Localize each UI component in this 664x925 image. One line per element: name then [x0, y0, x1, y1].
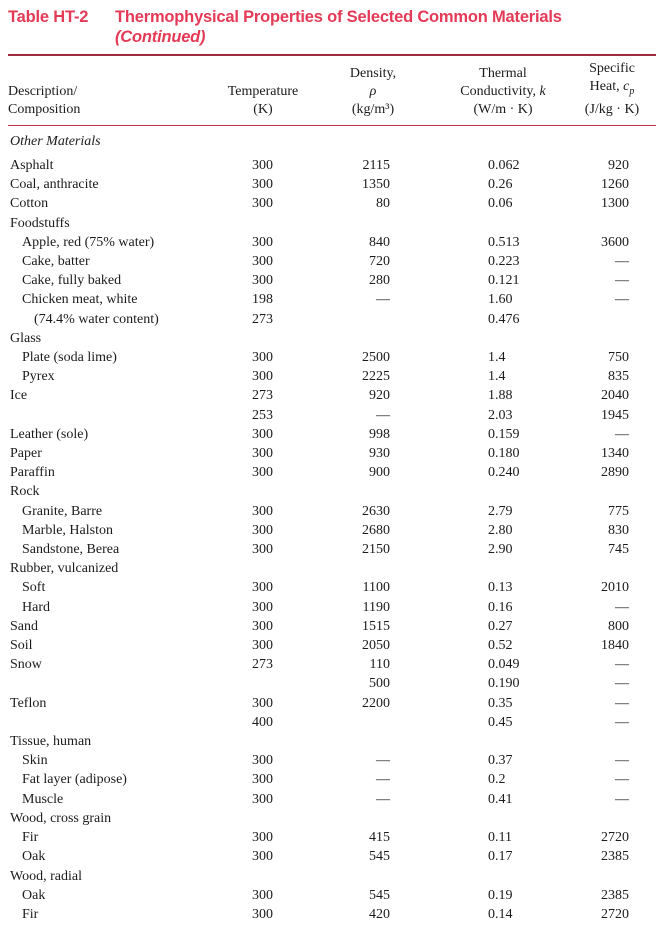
cell-temp: 300	[252, 753, 273, 769]
cell-cp: —	[615, 254, 629, 269]
cell-desc	[8, 713, 218, 732]
header-thermal-conductivity: Thermal Conductivity, k (W/m · K)	[438, 56, 568, 125]
cell-rho: —	[376, 791, 390, 807]
cell-k: 0.240	[488, 465, 520, 481]
cell-k: 1.4	[488, 369, 506, 385]
cell-rho: —	[376, 753, 390, 769]
cell-cp: —	[615, 772, 629, 788]
group-row	[8, 482, 656, 501]
table-row	[8, 310, 656, 329]
cell-k: 0.062	[488, 157, 520, 173]
cell-rho: 2630	[362, 503, 390, 519]
table-row	[8, 444, 656, 463]
cell-temp: 300	[252, 772, 273, 788]
cell-cp: 2010	[601, 580, 629, 596]
cell-rho: 1515	[362, 618, 390, 634]
cell-desc	[8, 674, 218, 693]
cell-desc: Granite, Barre	[22, 503, 103, 519]
table-row	[8, 290, 656, 309]
cell-rho: 840	[369, 234, 390, 250]
cell-k: 0.27	[488, 618, 513, 634]
cell-rho: 2115	[362, 157, 390, 173]
cell-k: 0.2	[488, 772, 506, 788]
cell-desc: Soil	[10, 638, 33, 654]
table-row	[8, 156, 656, 175]
cell-rho: 720	[369, 254, 390, 269]
cell-desc: Fat layer (adipose)	[22, 772, 127, 788]
rho-symbol: ρ	[369, 83, 377, 99]
cell-k: 1.4	[488, 350, 506, 366]
table-row	[8, 886, 656, 905]
cell-desc: Apple, red (75% water)	[22, 234, 155, 250]
cell-rho: 2680	[362, 522, 390, 538]
cell-cp: 835	[608, 369, 629, 385]
cell-desc	[8, 406, 218, 425]
cell-cp: —	[615, 657, 629, 673]
header-specific-heat: Specific Heat, $c_p$ (J/kg · K)	[568, 56, 656, 125]
cell-k: 1.88	[488, 388, 513, 404]
cell-desc: Paraffin	[10, 465, 55, 481]
cell-rho: 2150	[362, 542, 390, 558]
cell-desc: Hard	[22, 599, 50, 615]
table-row	[8, 578, 656, 597]
group-label: Glass	[10, 330, 42, 346]
cell-k: 0.37	[488, 753, 513, 769]
cell-desc: Pyrex	[22, 369, 55, 385]
table-row	[8, 386, 656, 405]
cell-temp: 273	[252, 388, 273, 404]
cell-temp: 300	[252, 177, 273, 193]
table-row	[8, 367, 656, 386]
cell-cp: 920	[608, 157, 629, 173]
cell-k: 0.121	[488, 273, 520, 289]
cell-rho: 2500	[362, 350, 390, 366]
cell-cp: 830	[608, 522, 629, 538]
table-row	[8, 828, 656, 847]
cell-rho: 1350	[362, 177, 390, 193]
group-label: Tissue, human	[10, 734, 92, 750]
cell-desc: Fir	[22, 830, 39, 846]
table-title	[0, 0, 664, 47]
cell-rho	[308, 713, 438, 732]
cell-desc: Plate (soda lime)	[22, 350, 117, 366]
cell-desc: Paper	[10, 446, 42, 462]
cell-temp: 300	[252, 273, 273, 289]
cell-cp: 2720	[601, 830, 629, 846]
cell-k: 0.19	[488, 887, 513, 903]
cell-cp: 750	[608, 350, 629, 366]
cell-temp: 300	[252, 887, 273, 903]
cell-k: 0.16	[488, 599, 513, 615]
section-row	[8, 125, 656, 156]
cell-k: 0.159	[488, 426, 520, 442]
cell-k: 0.06	[488, 196, 513, 212]
cell-rho: 420	[369, 906, 390, 922]
group-row	[8, 329, 656, 348]
group-row	[8, 732, 656, 751]
table-row	[8, 540, 656, 559]
cell-desc: Marble, Halston	[22, 522, 113, 538]
cell-k: 0.35	[488, 695, 513, 711]
cell-temp	[218, 674, 308, 693]
cell-temp: 300	[252, 157, 273, 173]
table-row	[8, 406, 656, 425]
group-row	[8, 809, 656, 828]
cell-cp: 800	[608, 618, 629, 634]
table-row	[8, 271, 656, 290]
continued-label: (Continued)	[115, 28, 206, 46]
table-number: Table HT-2	[8, 8, 89, 26]
cell-cp: 1340	[601, 446, 629, 462]
cell-desc: Chicken meat, white	[22, 292, 138, 308]
cell-rho: 545	[369, 887, 390, 903]
table-row	[8, 617, 656, 636]
cell-desc: Sandstone, Berea	[22, 542, 120, 558]
cell-k: 0.223	[488, 254, 520, 269]
table-row	[8, 463, 656, 482]
cell-temp: 300	[252, 618, 273, 634]
table-row	[8, 175, 656, 194]
cell-k: 0.049	[488, 657, 520, 673]
table-row	[8, 194, 656, 213]
table-row	[8, 847, 656, 866]
cell-temp: 400	[252, 714, 273, 730]
cell-cp: —	[615, 714, 629, 730]
cell-cp: —	[615, 753, 629, 769]
cell-rho: 500	[369, 676, 390, 692]
cell-rho: 930	[369, 446, 390, 462]
cell-cp: —	[615, 599, 629, 615]
cell-cp: —	[615, 426, 629, 442]
table-body	[8, 125, 656, 924]
group-row	[8, 559, 656, 578]
cell-desc: (74.4% water content)	[34, 311, 159, 327]
table-row	[8, 348, 656, 367]
cell-cp: 1260	[601, 177, 629, 193]
cp-symbol: c	[623, 79, 630, 94]
table-row	[8, 655, 656, 674]
cell-k: 0.180	[488, 446, 520, 462]
cell-desc: Cotton	[10, 196, 49, 212]
cell-cp: 2890	[601, 465, 629, 481]
table-row	[8, 233, 656, 252]
cell-k: 0.17	[488, 849, 513, 865]
cell-k: 0.11	[488, 830, 512, 846]
cell-cp: 1300	[601, 196, 629, 212]
cell-temp: 300	[252, 830, 273, 846]
cell-temp: 300	[252, 849, 273, 865]
cell-k: 0.45	[488, 714, 513, 730]
cell-k: 0.52	[488, 638, 513, 654]
table-row	[8, 521, 656, 540]
cell-temp: 300	[252, 234, 273, 250]
cell-temp: 300	[252, 906, 273, 922]
cell-rho: —	[376, 407, 390, 423]
cell-rho: 110	[369, 657, 390, 673]
cell-k: 2.79	[488, 503, 513, 519]
cell-k: 0.14	[488, 906, 513, 922]
cell-cp: 1945	[601, 407, 629, 423]
cell-temp: 300	[252, 196, 273, 212]
cell-k: 0.190	[488, 676, 520, 692]
cell-cp: 2040	[601, 388, 629, 404]
table-row	[8, 770, 656, 789]
header-density: Density, ρ (kg/m³)	[308, 56, 438, 125]
cell-rho: 920	[369, 388, 390, 404]
cell-k: 0.476	[488, 311, 520, 327]
group-row	[8, 867, 656, 886]
cell-desc: Asphalt	[10, 157, 54, 173]
cell-desc: Leather (sole)	[10, 426, 89, 442]
cell-k: 2.80	[488, 522, 513, 538]
table-row	[8, 713, 656, 732]
cell-desc: Cake, fully baked	[22, 273, 122, 289]
table-row	[8, 694, 656, 713]
cell-rho: 1190	[362, 599, 390, 615]
group-label: Wood, cross grain	[10, 810, 112, 826]
table-row	[8, 674, 656, 693]
cell-rho: 280	[369, 273, 390, 289]
cell-desc: Soft	[22, 580, 46, 596]
cell-rho: 545	[369, 849, 390, 865]
cell-rho: 2225	[362, 369, 390, 385]
table-row	[8, 502, 656, 521]
cell-temp: 300	[252, 791, 273, 807]
table-row	[8, 790, 656, 809]
table-row	[8, 252, 656, 271]
group-label: Rock	[10, 484, 40, 500]
cell-k: 0.26	[488, 177, 513, 193]
cell-temp: 300	[252, 542, 273, 558]
cell-rho: —	[376, 772, 390, 788]
cell-k: 2.03	[488, 407, 513, 423]
cell-desc: Skin	[22, 753, 48, 769]
group-label: Foodstuffs	[10, 215, 70, 231]
table-title-text: Thermophysical Properties of Selected Common Materials (Continued)	[115, 8, 562, 46]
header-temperature: Temperature (K)	[218, 56, 308, 125]
cell-cp: —	[615, 273, 629, 289]
cell-k: 0.513	[488, 234, 520, 250]
cell-desc: Muscle	[22, 791, 64, 807]
section-label: Other Materials	[10, 133, 101, 149]
cell-desc: Ice	[10, 388, 28, 404]
group-label: Wood, radial	[10, 868, 82, 884]
cell-desc: Fir	[22, 906, 39, 922]
cell-desc: Oak	[22, 849, 46, 865]
cell-rho: 1100	[362, 580, 390, 596]
cell-cp: 775	[608, 503, 629, 519]
cell-temp: 300	[252, 350, 273, 366]
cell-temp: 300	[252, 426, 273, 442]
cell-desc: Cake, batter	[22, 254, 90, 269]
cell-cp: 2385	[601, 849, 629, 865]
properties-table	[8, 56, 656, 924]
k-symbol: k	[539, 83, 546, 99]
cell-temp: 198	[252, 292, 273, 308]
cell-desc: Teflon	[10, 695, 47, 711]
group-row	[8, 214, 656, 233]
cell-cp	[568, 310, 656, 329]
cell-cp: 2720	[601, 906, 629, 922]
table-header	[8, 56, 656, 125]
cell-rho: 415	[369, 830, 390, 846]
cell-cp: 1840	[601, 638, 629, 654]
cell-temp: 300	[252, 503, 273, 519]
header-description: Description/ Composition	[8, 56, 218, 125]
table-row	[8, 425, 656, 444]
cell-temp: 300	[252, 254, 273, 269]
cell-temp: 300	[252, 638, 273, 654]
cell-rho: 80	[376, 196, 390, 212]
cell-cp: —	[615, 676, 629, 692]
cell-rho: —	[376, 292, 390, 308]
cell-cp: 3600	[601, 234, 629, 250]
cell-temp: 273	[252, 657, 273, 673]
cell-rho: 2050	[362, 638, 390, 654]
cell-temp: 300	[252, 465, 273, 481]
group-label: Rubber, vulcanized	[10, 561, 119, 577]
table-row	[8, 905, 656, 924]
cell-desc: Oak	[22, 887, 46, 903]
cell-temp: 300	[252, 369, 273, 385]
cell-cp: 745	[608, 542, 629, 558]
cell-temp: 300	[252, 695, 273, 711]
table-row	[8, 751, 656, 770]
cell-cp: —	[615, 292, 629, 308]
cell-rho: 998	[369, 426, 390, 442]
cell-k: 0.13	[488, 580, 513, 596]
cell-cp: 2385	[601, 887, 629, 903]
cell-k: 1.60	[488, 292, 513, 308]
cell-desc: Coal, anthracite	[10, 177, 99, 193]
cell-k: 2.90	[488, 542, 513, 558]
cell-temp: 300	[252, 580, 273, 596]
table-row	[8, 598, 656, 617]
cell-cp: —	[615, 791, 629, 807]
table-row	[8, 636, 656, 655]
cell-rho	[308, 310, 438, 329]
cell-desc: Snow	[10, 657, 42, 673]
cell-k: 0.41	[488, 791, 513, 807]
cell-temp: 300	[252, 522, 273, 538]
cell-temp: 253	[252, 407, 273, 423]
cell-temp: 300	[252, 446, 273, 462]
cell-desc: Sand	[10, 618, 38, 634]
cell-rho: 900	[369, 465, 390, 481]
cell-rho: 2200	[362, 695, 390, 711]
cell-temp: 300	[252, 599, 273, 615]
cell-temp: 273	[252, 311, 273, 327]
cell-cp: —	[615, 695, 629, 711]
